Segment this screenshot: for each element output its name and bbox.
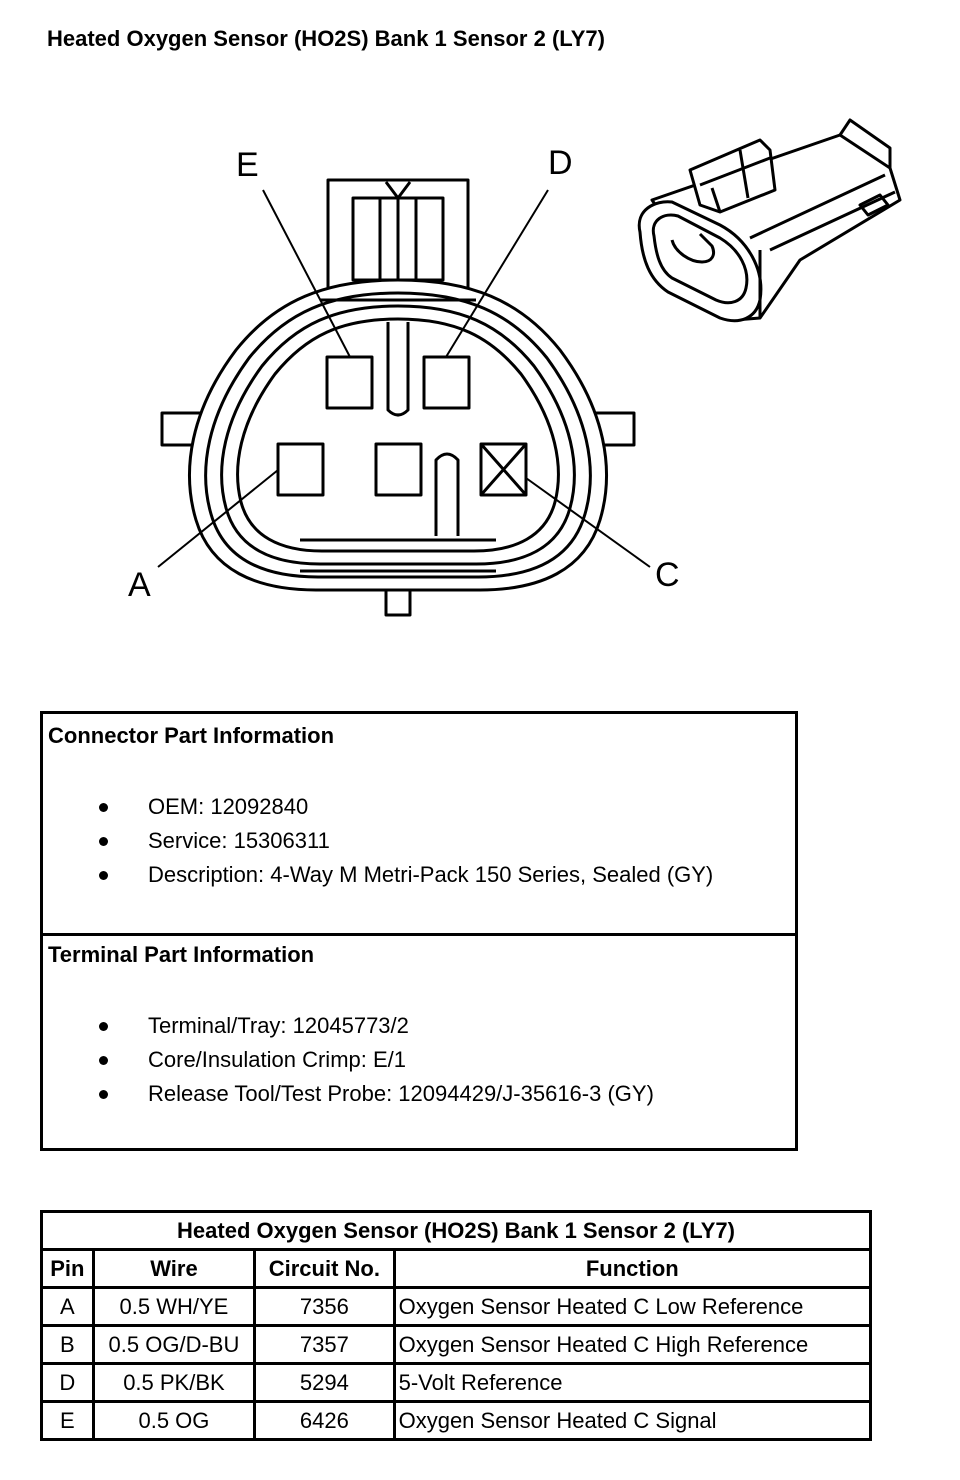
pin-label-c: C bbox=[655, 556, 680, 594]
bullet-icon bbox=[99, 837, 108, 846]
bullet-icon bbox=[99, 1022, 108, 1031]
column-header-circuit: Circuit No. bbox=[255, 1250, 394, 1288]
list-item bbox=[43, 862, 713, 896]
list-item-text: Description: 4-Way M Metri-Pack 150 Series, Sealed (GY) bbox=[148, 862, 714, 887]
terminal-info-list bbox=[43, 1013, 654, 1115]
connector-info-section bbox=[43, 714, 795, 936]
cell-circuit: 7356 bbox=[255, 1288, 394, 1326]
list-item bbox=[43, 1081, 654, 1115]
cell-function: Oxygen Sensor Heated C High Reference bbox=[394, 1326, 870, 1364]
cell-pin: D bbox=[42, 1364, 94, 1402]
page-title: Heated Oxygen Sensor (HO2S) Bank 1 Sensor 2 (LY7) bbox=[47, 26, 605, 51]
connector-latch bbox=[328, 180, 468, 290]
cell-pin: B bbox=[42, 1326, 94, 1364]
connector-diagram bbox=[0, 0, 960, 700]
cell-wire: 0.5 OG/D-BU bbox=[93, 1326, 254, 1364]
column-header-pin: Pin bbox=[42, 1250, 94, 1288]
pin-table bbox=[40, 1210, 872, 1441]
bullet-icon bbox=[99, 871, 108, 880]
terminal-info-heading: Terminal Part Information bbox=[48, 942, 315, 967]
cell-function: 5-Volt Reference bbox=[394, 1364, 870, 1402]
cell-wire: 0.5 PK/BK bbox=[93, 1364, 254, 1402]
cell-function: Oxygen Sensor Heated C Low Reference bbox=[394, 1288, 870, 1326]
list-item-text: Release Tool/Test Probe: 12094429/J-35616-3 (GY) bbox=[148, 1081, 654, 1106]
cell-pin: A bbox=[42, 1288, 94, 1326]
list-item bbox=[43, 1013, 654, 1047]
bullet-icon bbox=[99, 1056, 108, 1065]
key-rib-top bbox=[388, 322, 408, 415]
list-item-text: Core/Insulation Crimp: E/1 bbox=[148, 1047, 406, 1072]
cell-circuit: 6426 bbox=[255, 1402, 394, 1440]
table-row bbox=[42, 1402, 871, 1440]
connector-info-heading: Connector Part Information bbox=[48, 723, 335, 748]
table-header-row bbox=[42, 1250, 871, 1288]
cell-pin: E bbox=[42, 1402, 94, 1440]
pin-cavity-a bbox=[278, 444, 323, 495]
part-info-box bbox=[40, 711, 798, 1151]
terminal-info-section bbox=[43, 933, 795, 1148]
bullet-icon bbox=[99, 803, 108, 812]
list-item-text: OEM: 12092840 bbox=[148, 794, 309, 819]
connector-info-list bbox=[43, 794, 713, 896]
pin-cavity-b bbox=[376, 444, 421, 495]
table-title: Heated Oxygen Sensor (HO2S) Bank 1 Sensor 2 (LY7) bbox=[42, 1212, 871, 1250]
pin-label-e: E bbox=[236, 146, 259, 184]
cell-circuit: 5294 bbox=[255, 1364, 394, 1402]
cell-wire: 0.5 OG bbox=[93, 1402, 254, 1440]
pin-cavity-e bbox=[327, 357, 372, 408]
bullet-icon bbox=[99, 1090, 108, 1099]
connector-illustration bbox=[639, 120, 900, 321]
list-item-text: Terminal/Tray: 12045773/2 bbox=[148, 1013, 409, 1038]
column-header-wire: Wire bbox=[93, 1250, 254, 1288]
cell-function: Oxygen Sensor Heated C Signal bbox=[394, 1402, 870, 1440]
list-item bbox=[43, 794, 713, 828]
table-title-row bbox=[42, 1212, 871, 1250]
table-row bbox=[42, 1326, 871, 1364]
table-row bbox=[42, 1288, 871, 1326]
cell-wire: 0.5 WH/YE bbox=[93, 1288, 254, 1326]
table-row bbox=[42, 1364, 871, 1402]
key-rib-bottom bbox=[436, 454, 458, 536]
pin-cavity-d bbox=[424, 357, 469, 408]
pin-label-a: A bbox=[128, 566, 151, 604]
column-header-function: Function bbox=[394, 1250, 870, 1288]
list-item-text: Service: 15306311 bbox=[148, 828, 330, 853]
cell-circuit: 7357 bbox=[255, 1326, 394, 1364]
pin-label-d: D bbox=[548, 144, 573, 182]
list-item bbox=[43, 828, 713, 862]
list-item bbox=[43, 1047, 654, 1081]
